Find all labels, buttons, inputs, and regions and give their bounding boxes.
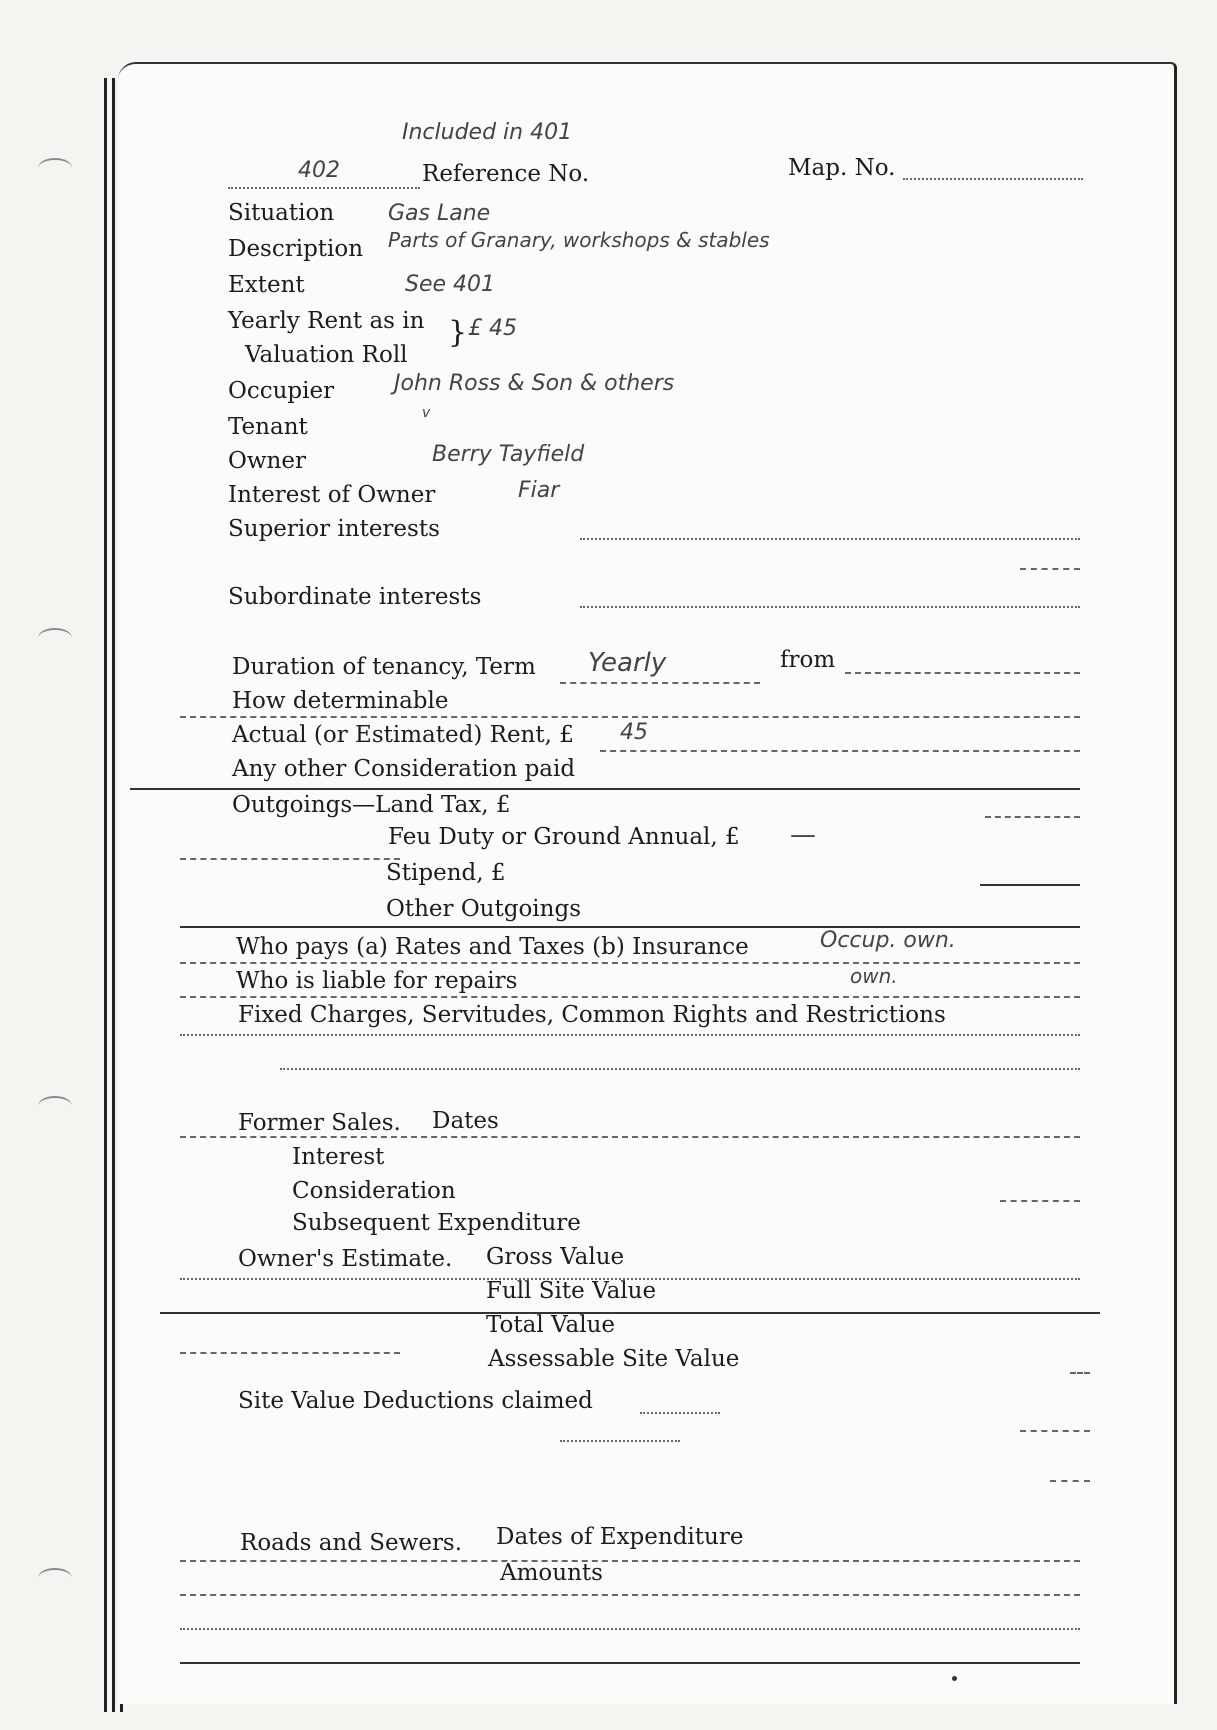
deductions-rule bbox=[640, 1412, 720, 1414]
stipend-label: Stipend, £ bbox=[386, 860, 506, 886]
situation-value: Gas Lane bbox=[388, 201, 491, 226]
assessable-rule bbox=[1070, 1372, 1090, 1374]
repairs-label: Who is liable for repairs bbox=[236, 968, 518, 994]
punch-hole bbox=[38, 628, 72, 648]
subordinate-rule bbox=[580, 606, 1080, 608]
former-dates-label: Dates bbox=[432, 1108, 499, 1134]
description-value: Parts of Granary, workshops & stables bbox=[388, 228, 770, 252]
determinable-rule bbox=[180, 716, 1080, 718]
total-rule bbox=[180, 1352, 400, 1354]
reference-label: Reference No. bbox=[422, 161, 590, 187]
consideration-label: Consideration bbox=[292, 1178, 456, 1204]
owners-estimate-label: Owner's Estimate. bbox=[238, 1246, 453, 1272]
outgoings-label: Outgoings—Land Tax, £ bbox=[232, 792, 511, 818]
interest-value: Fiar bbox=[518, 478, 560, 503]
estimate-divider bbox=[160, 1312, 1100, 1314]
reference-value: 402 bbox=[298, 158, 340, 183]
deductions-rule-4 bbox=[1050, 1480, 1090, 1482]
superior-rule bbox=[580, 538, 1080, 540]
tenant-label: Tenant bbox=[228, 414, 308, 440]
interest-label: Interest bbox=[292, 1144, 385, 1170]
roads-rule bbox=[180, 1560, 1080, 1562]
who-pays-rule bbox=[180, 962, 1080, 964]
extent-value: See 401 bbox=[405, 272, 496, 297]
owner-value: Berry Tayfield bbox=[432, 442, 585, 467]
tenant-value: v bbox=[422, 405, 431, 421]
assessable-label: Assessable Site Value bbox=[488, 1346, 740, 1372]
other-consideration-label: Any other Consideration paid bbox=[232, 756, 576, 782]
deductions-label: Site Value Deductions claimed bbox=[238, 1388, 593, 1414]
former-sales-label: Former Sales. bbox=[238, 1110, 401, 1136]
page-edge bbox=[104, 78, 107, 1712]
consideration-rule bbox=[1000, 1200, 1080, 1202]
superior-label: Superior interests bbox=[228, 516, 440, 542]
subordinate-label: Subordinate interests bbox=[228, 584, 482, 610]
feu-duty-label: Feu Duty or Ground Annual, £ bbox=[388, 824, 740, 850]
fixed-charges-rule-2 bbox=[280, 1068, 1080, 1070]
reference-rule bbox=[228, 187, 420, 189]
punch-hole bbox=[38, 1096, 72, 1116]
valuation-roll-label: Valuation Roll bbox=[245, 342, 408, 368]
included-note: Included in 401 bbox=[402, 120, 573, 145]
amounts-rule bbox=[180, 1594, 1080, 1596]
repairs-rule bbox=[180, 996, 1080, 998]
interest-owner-label: Interest of Owner bbox=[228, 482, 436, 508]
actual-rent-rule bbox=[600, 750, 1080, 752]
occupier-label: Occupier bbox=[228, 378, 335, 404]
determinable-label: How determinable bbox=[232, 688, 449, 714]
full-site-label: Full Site Value bbox=[486, 1278, 657, 1304]
extent-label: Extent bbox=[228, 272, 305, 298]
occupier-value: John Ross & Son & others bbox=[394, 371, 675, 396]
ink-speck bbox=[952, 1676, 957, 1681]
blank-rule-2 bbox=[180, 1662, 1080, 1664]
description-label: Description bbox=[228, 236, 364, 262]
map-label: Map. No. bbox=[788, 155, 896, 181]
blank-rule bbox=[180, 1628, 1080, 1630]
duration-label: Duration of tenancy, Term bbox=[232, 654, 536, 680]
actual-rent-label: Actual (or Estimated) Rent, £ bbox=[232, 722, 574, 748]
term-value: Yearly bbox=[588, 648, 667, 678]
section-divider bbox=[130, 788, 1080, 790]
rent-value: £ 45 bbox=[468, 316, 517, 341]
gross-label: Gross Value bbox=[486, 1244, 625, 1270]
feu-duty-value: — bbox=[790, 820, 816, 850]
map-rule bbox=[903, 178, 1083, 180]
brace: } bbox=[448, 315, 468, 350]
owner-label: Owner bbox=[228, 448, 306, 474]
repairs-value: own. bbox=[850, 964, 898, 988]
former-sales-rule bbox=[180, 1136, 1080, 1138]
from-label: from bbox=[780, 647, 836, 673]
stipend-rule bbox=[980, 884, 1080, 886]
deductions-rule-2 bbox=[1020, 1430, 1090, 1432]
from-rule bbox=[845, 672, 1080, 674]
punch-hole bbox=[38, 158, 72, 178]
roads-sewers-label: Roads and Sewers. bbox=[240, 1530, 463, 1556]
page-edge bbox=[112, 78, 115, 1712]
land-tax-rule bbox=[985, 816, 1080, 818]
deductions-rule-3 bbox=[560, 1440, 680, 1442]
yearly-rent-label: Yearly Rent as in bbox=[228, 308, 425, 334]
total-label: Total Value bbox=[486, 1312, 616, 1338]
who-pays-label: Who pays (a) Rates and Taxes (b) Insurance bbox=[236, 934, 749, 960]
feu-duty-rule bbox=[180, 858, 400, 860]
actual-rent-value: 45 bbox=[620, 720, 648, 745]
fixed-charges-rule bbox=[180, 1034, 1080, 1036]
punch-hole bbox=[38, 1568, 72, 1588]
other-outgoings-label: Other Outgoings bbox=[386, 896, 582, 922]
fixed-charges-label: Fixed Charges, Servitudes, Common Rights and Restrictions bbox=[238, 1002, 946, 1028]
subsequent-label: Subsequent Expenditure bbox=[292, 1210, 581, 1236]
term-rule bbox=[560, 682, 760, 684]
situation-label: Situation bbox=[228, 200, 335, 226]
superior-rule-2 bbox=[1020, 568, 1080, 570]
amounts-label: Amounts bbox=[500, 1560, 603, 1586]
insurance-value: Occup. own. bbox=[820, 928, 956, 953]
dates-expenditure-label: Dates of Expenditure bbox=[496, 1524, 744, 1550]
